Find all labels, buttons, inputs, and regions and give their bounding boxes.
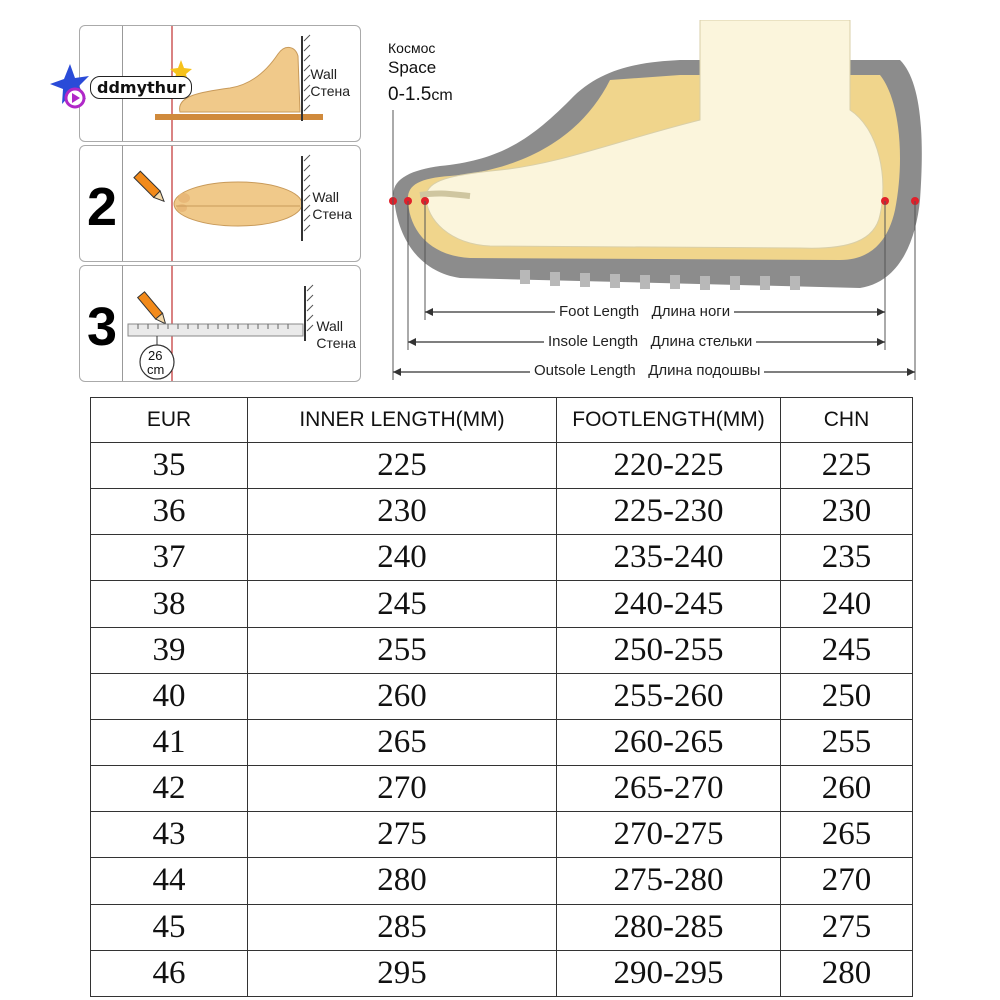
cell-foot-length: 275-280 — [557, 858, 781, 904]
cell-chn: 270 — [781, 858, 913, 904]
table-row — [91, 858, 913, 904]
pencil-icon — [138, 292, 169, 327]
cell-foot-length: 280-285 — [557, 904, 781, 950]
header-chn: CHN — [781, 398, 913, 443]
table-row — [91, 904, 913, 950]
header-eur: EUR — [91, 398, 248, 443]
step-number: 2 — [86, 177, 118, 237]
size-chart-table — [90, 397, 913, 997]
cell-chn: 260 — [781, 766, 913, 812]
cell-eur: 39 — [91, 627, 248, 673]
cell-chn: 250 — [781, 673, 913, 719]
header-foot-length: FOOTLENGTH(MM) — [557, 398, 781, 443]
cell-eur: 37 — [91, 535, 248, 581]
cell-foot-length: 255-260 — [557, 673, 781, 719]
cell-foot-length: 290-295 — [557, 950, 781, 996]
cell-chn: 230 — [781, 489, 913, 535]
cell-eur: 46 — [91, 950, 248, 996]
cell-inner-length: 255 — [248, 627, 557, 673]
cell-foot-length: 240-245 — [557, 581, 781, 627]
cell-foot-length: 265-270 — [557, 766, 781, 812]
cell-foot-length: 270-275 — [557, 812, 781, 858]
cell-eur: 43 — [91, 812, 248, 858]
table-row — [91, 673, 913, 719]
cell-foot-length: 220-225 — [557, 443, 781, 489]
ruler-measure-unit: cm — [147, 362, 165, 377]
wall-label: Wall Стена — [316, 318, 356, 351]
step-3-panel — [79, 265, 361, 382]
cell-eur: 42 — [91, 766, 248, 812]
brand-name: ddmythur — [90, 76, 192, 99]
table-row — [91, 581, 913, 627]
foot-length-label: Foot Length Длина ноги — [555, 303, 734, 320]
insole-length-label: Insole Length Длина стельки — [544, 333, 756, 350]
cell-inner-length: 230 — [248, 489, 557, 535]
cell-chn: 255 — [781, 719, 913, 765]
ruler-measure-value: 26 — [148, 348, 163, 363]
step-number: 3 — [86, 297, 118, 357]
cell-inner-length: 260 — [248, 673, 557, 719]
cell-inner-length: 295 — [248, 950, 557, 996]
wall-label: Wall Стена — [310, 66, 350, 99]
cell-foot-length: 225-230 — [557, 489, 781, 535]
cell-chn: 245 — [781, 627, 913, 673]
cell-eur: 35 — [91, 443, 248, 489]
cell-inner-length: 275 — [248, 812, 557, 858]
table-body — [91, 443, 913, 997]
table-row — [91, 627, 913, 673]
table-row — [91, 489, 913, 535]
table-header-row — [91, 398, 913, 443]
cell-foot-length: 235-240 — [557, 535, 781, 581]
cell-eur: 44 — [91, 858, 248, 904]
cell-chn: 265 — [781, 812, 913, 858]
table-row — [91, 719, 913, 765]
step-2-panel — [79, 145, 361, 262]
cell-chn: 275 — [781, 904, 913, 950]
cell-inner-length: 270 — [248, 766, 557, 812]
cell-chn: 280 — [781, 950, 913, 996]
space-range: 0-1.5cm — [388, 84, 453, 105]
cell-eur: 40 — [91, 673, 248, 719]
table-row — [91, 766, 913, 812]
cell-foot-length: 260-265 — [557, 719, 781, 765]
foot-shape — [426, 20, 883, 248]
cell-inner-length: 245 — [248, 581, 557, 627]
cell-inner-length: 285 — [248, 904, 557, 950]
cell-eur: 38 — [91, 581, 248, 627]
cell-chn: 235 — [781, 535, 913, 581]
wall-label: Wall Стена — [312, 189, 352, 222]
table-row — [91, 443, 913, 489]
ruler-icon — [128, 324, 303, 336]
cell-chn: 225 — [781, 443, 913, 489]
cell-inner-length: 240 — [248, 535, 557, 581]
cell-eur: 41 — [91, 719, 248, 765]
table-row — [91, 950, 913, 996]
header-inner-length: INNER LENGTH(MM) — [248, 398, 557, 443]
pencil-icon — [134, 171, 167, 204]
cell-chn: 240 — [781, 581, 913, 627]
table-row — [91, 812, 913, 858]
outsole-length-label: Outsole Length Длина подошвы — [530, 362, 764, 379]
cell-foot-length: 250-255 — [557, 627, 781, 673]
space-label-ru: Космос — [388, 40, 436, 56]
space-label-en: Space — [388, 58, 437, 77]
cell-inner-length: 280 — [248, 858, 557, 904]
cell-inner-length: 225 — [248, 443, 557, 489]
table-row — [91, 535, 913, 581]
cell-eur: 36 — [91, 489, 248, 535]
cell-eur: 45 — [91, 904, 248, 950]
cell-inner-length: 265 — [248, 719, 557, 765]
